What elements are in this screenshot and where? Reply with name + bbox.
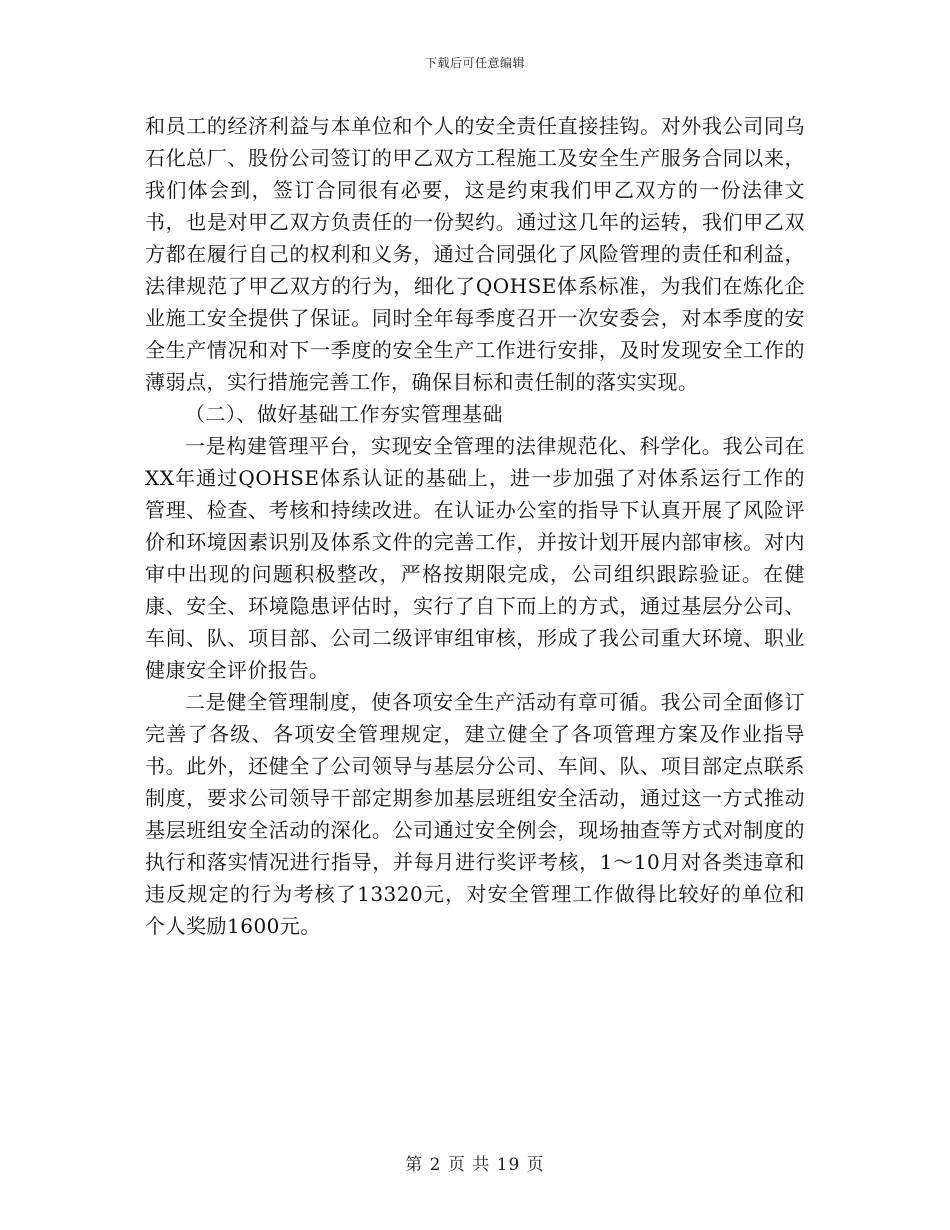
paragraph-continuation: 和员工的经济利益与本单位和个人的安全责任直接挂钩。对外我公司同乌石化总厂、股份公司签订的甲乙双方工程施工及安全生产服务合同以来，我们体会到，签订合同很有必要，这是约束我们甲乙双方的一份法律文书，也是对甲乙双方负责任的一份契约。通过这几年的运转，我们甲乙双方都在履行自己的权利和义务，通过合同强化了风险管理的责任和利益，法律规范了甲乙双方的行为，细化了QOHSE体系标准，为我们在炼化企业施工安全提供了保证。同时全年每季度召开一次安委会，对本季度的安全生产情况和对下一季度的安全生产工作进行安排，及时发现安全工作的薄弱点，实行措施完善工作，确保目标和责任制的落实实现。	[145, 114, 805, 394]
page-header: 下载后可任意编辑	[424, 56, 525, 70]
section-heading: （二）、做好基础工作夯实管理基础	[185, 402, 503, 426]
paragraph-management-platform: 一是构建管理平台，实现安全管理的法律规范化、科学化。我公司在XX年通过QOHSE体系认证的基础上，进一步加强了对体系运行工作的管理、检查、考核和持续改进。在认证办公室的指导下认真开展了风险评价和环境因素识别及体系文件的完善工作，并按计划开展内部审核。对内审中出现的问题积极整改，严格按期限完成，公司组织跟踪验证。在健康、安全、环境隐患评估时，实行了自下而上的方式，通过基层分公司、车间、队、项目部、公司二级评审组审核，形成了我公司重大环境、职业健康安全评价报告。	[145, 434, 805, 682]
document-body	[145, 110, 805, 942]
paragraph-management-system: 二是健全管理制度，使各项安全生产活动有章可循。我公司全面修订完善了各级、各项安全管理规定，建立健全了各项管理方案及作业指导书。此外，还健全了公司领导与基层分公司、车间、队、项目部定点联系制度，要求公司领导干部定期参加基层班组安全活动，通过这一方式推动基层班组安全活动的深化。公司通过安全例会，现场抽查等方式对制度的执行和落实情况进行指导，并每月进行奖评考核，1～10月对各类违章和违反规定的行为考核了13320元，对安全管理工作做得比较好的单位和个人奖励1600元。	[145, 690, 805, 938]
page-number: 第 2 页 共 19 页	[405, 1155, 545, 1175]
